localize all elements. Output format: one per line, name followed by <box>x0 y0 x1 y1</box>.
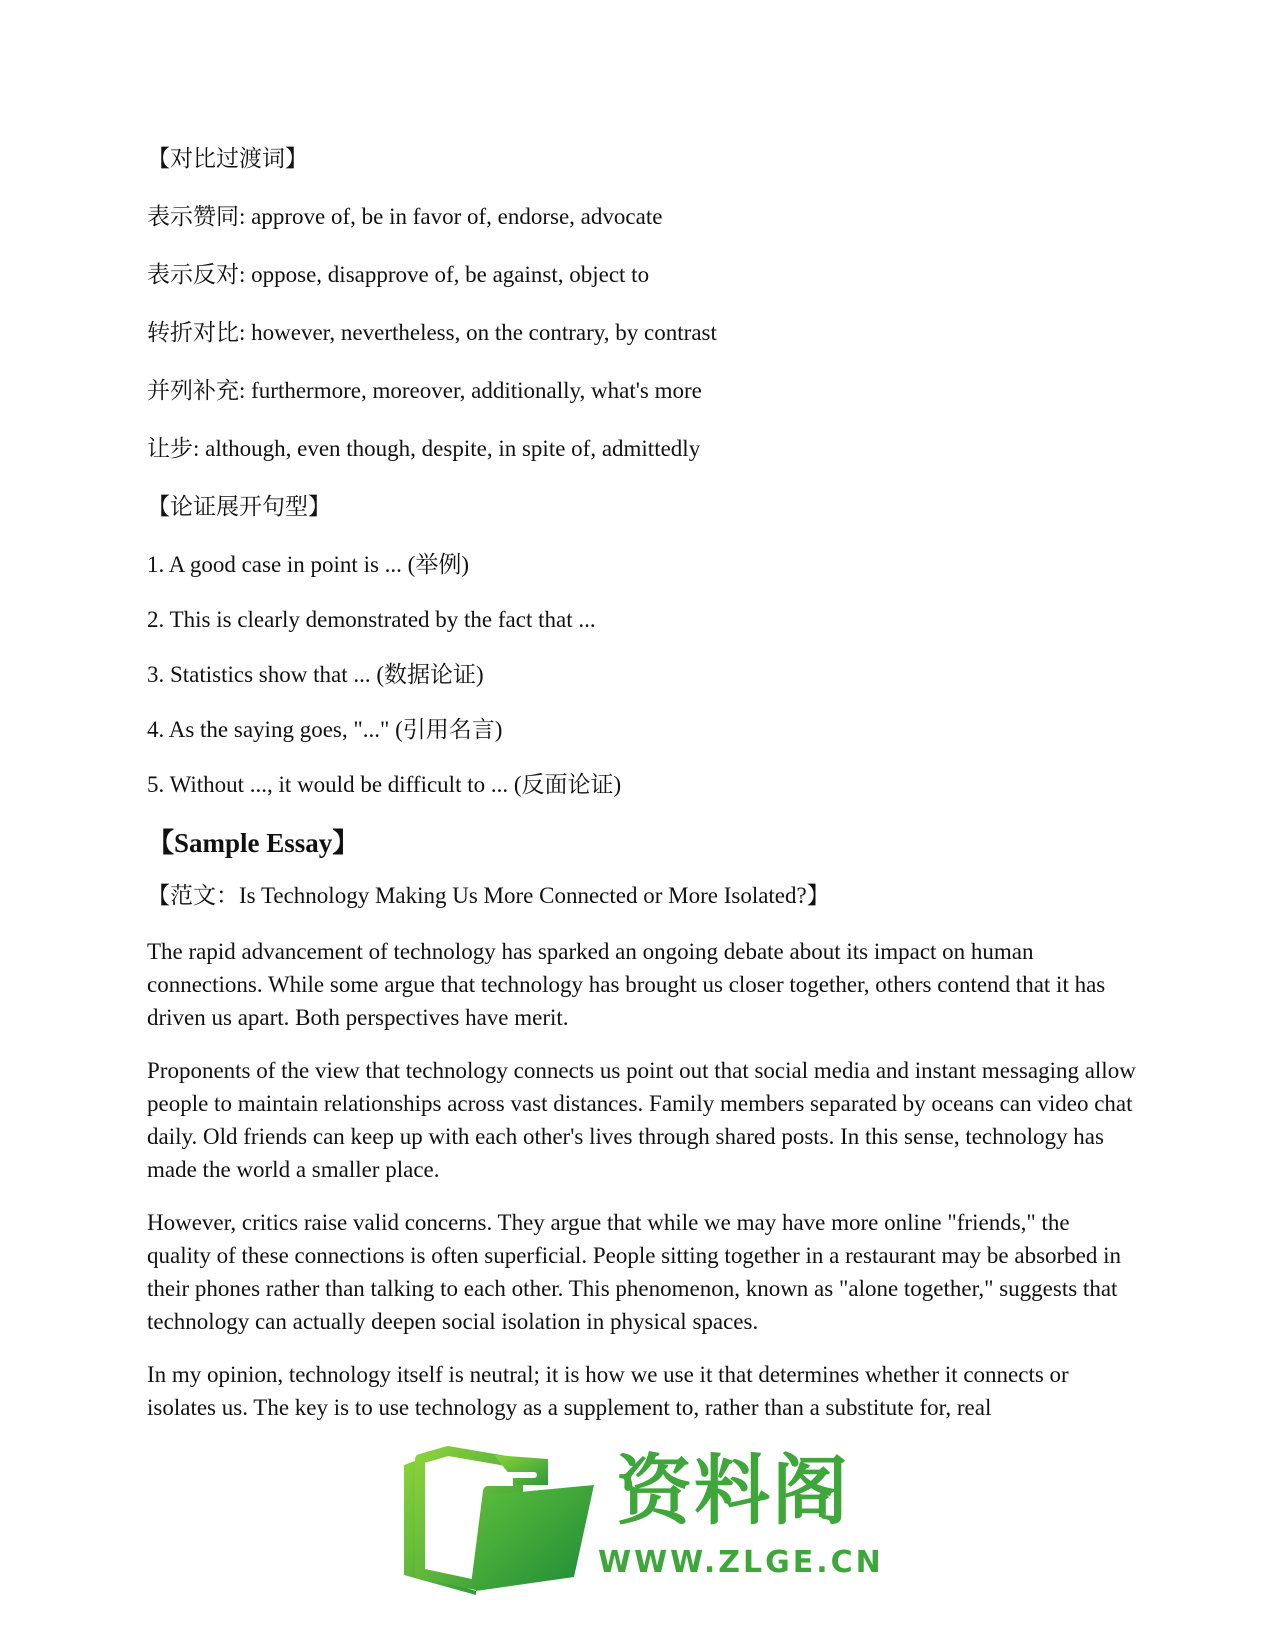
page-content <box>147 143 1137 1444</box>
argument-item-4: 4. As the saying goes, "..." (引用名言) <box>147 717 503 742</box>
essay-title: 【范文：Is Technology Making Us More Connected or More Isolated?】 <box>147 883 830 908</box>
essay-paragraph-4: In my opinion, technology itself is neutral; it is how we use it that determines whether it connects or isolates us. The key is to use technology as a supplement to, rather than a substitute for, real <box>147 1362 1069 1420</box>
argument-item-1: 1. A good case in point is ... (举例) <box>147 552 469 577</box>
contrast-item-approve: 表示赞同: approve of, be in favor of, endorse, advocate <box>147 204 663 229</box>
argument-item-2: 2. This is clearly demonstrated by the fact that ... <box>147 607 596 632</box>
contrast-item-contrast: 转折对比: however, nevertheless, on the contrary, by contrast <box>147 320 717 345</box>
argument-item-3: 3. Statistics show that ... (数据论证) <box>147 662 484 687</box>
watermark-title: 资料阁 <box>616 1446 850 1535</box>
argument-heading: 【论证展开句型】 <box>147 494 331 519</box>
essay-paragraph-3: However, critics raise valid concerns. They argue that while we may have more online "friends," the quality of these connections is often superficial. People sitting together in a restaurant may be absorbed in their phones rather than talking to each other. This phenomenon, known as "alone together," suggests that technology can actually deepen social isolation in physical spaces. <box>147 1210 1122 1334</box>
book-icon <box>398 1445 598 1595</box>
watermark-logo <box>398 1445 884 1595</box>
argument-item-5: 5. Without ..., it would be difficult to ... (反面论证) <box>147 772 622 797</box>
watermark-url: WWW.ZLGE.CN <box>598 1545 884 1580</box>
contrast-item-concession: 让步: although, even though, despite, in spite of, admittedly <box>147 436 701 461</box>
contrast-item-oppose: 表示反对: oppose, disapprove of, be against, object to <box>147 262 650 287</box>
essay-paragraph-1: The rapid advancement of technology has sparked an ongoing debate about its impact on human connections. While some argue that technology has brought us closer together, others contend that it has driven us apart. Both perspectives have merit. <box>147 939 1106 1030</box>
contrast-heading: 【对比过渡词】 <box>147 146 308 171</box>
essay-paragraph-2: Proponents of the view that technology connects us point out that social media and instant messaging allow people to maintain relationships across vast distances. Family members separated by oceans can video chat daily. Old friends can keep up with each other's lives through shared posts. In this sense, technology has made the world a smaller place. <box>147 1058 1136 1182</box>
contrast-item-addition: 并列补充: furthermore, moreover, additionally, what's more <box>147 378 702 403</box>
sample-essay-heading: 【Sample Essay】 <box>147 828 360 858</box>
